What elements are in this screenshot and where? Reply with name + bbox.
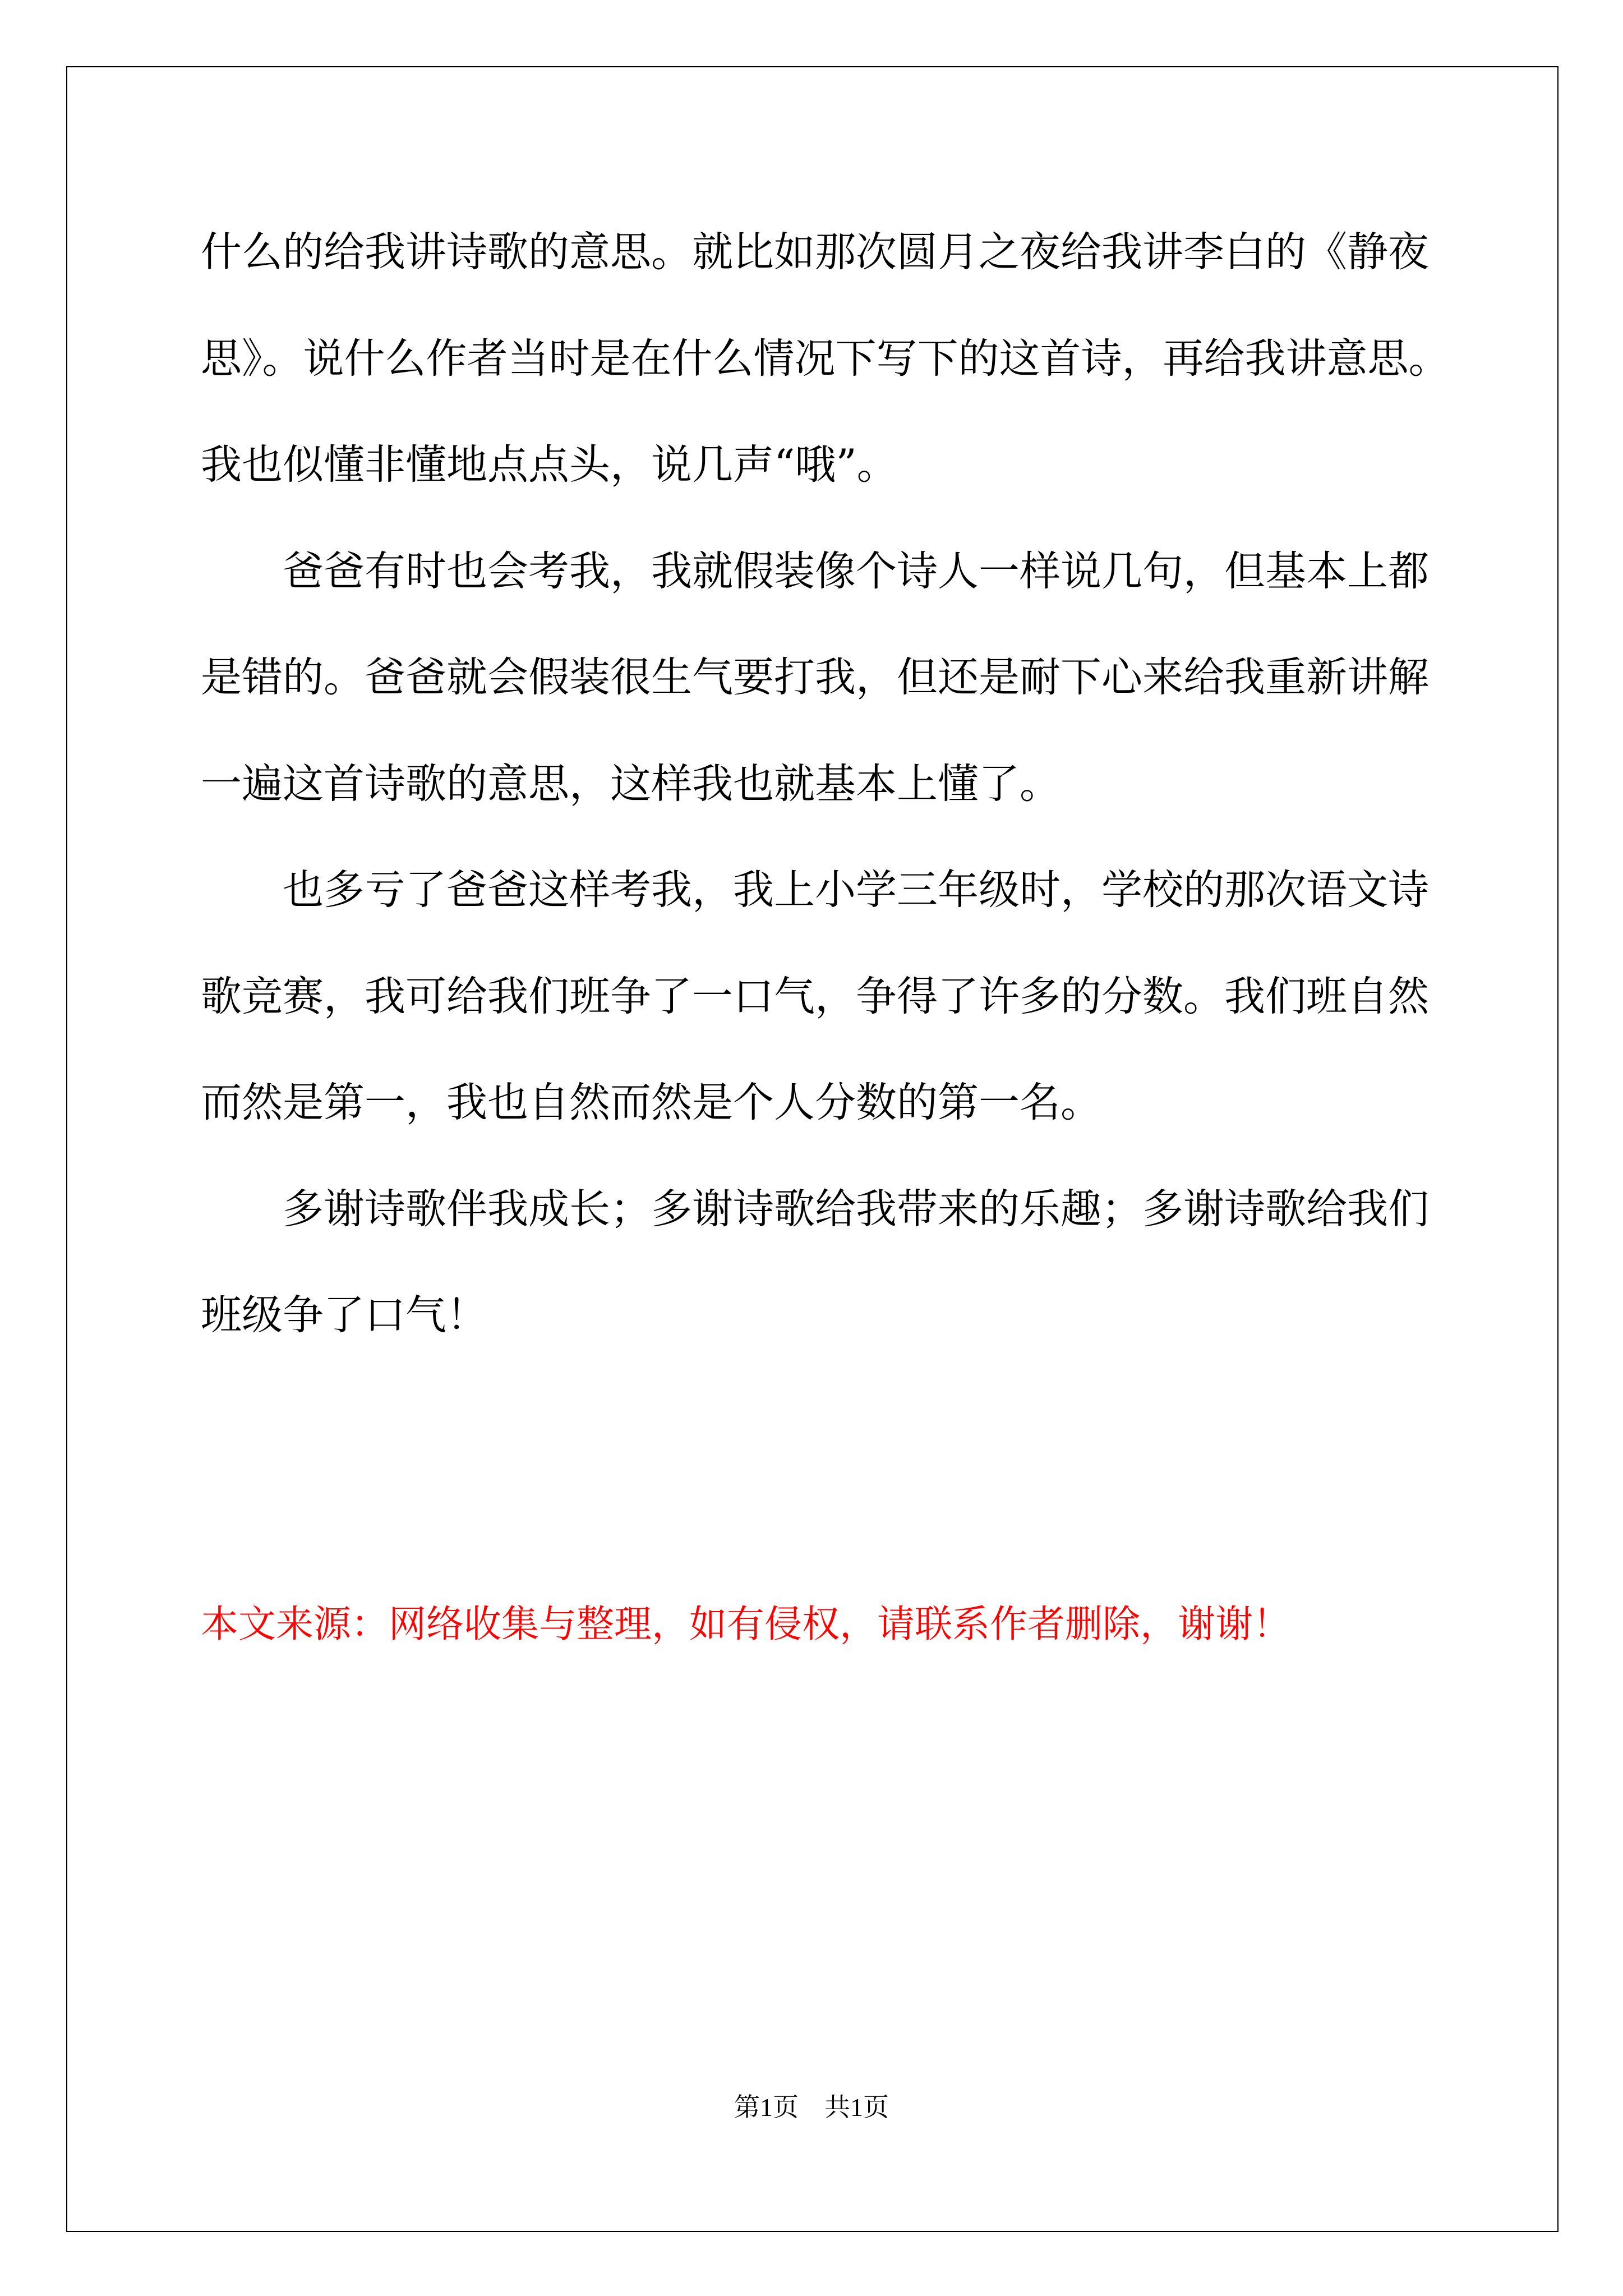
- paragraph-line: 歌竞赛，我可给我们班争了一口气，争得了许多的分数。我们班自然: [201, 972, 1429, 1020]
- source-note: 本文来源：网络收集与整理，如有侵权，请联系作者删除，谢谢！: [201, 1602, 1290, 1646]
- paragraph-line: 而然是第一，我也自然而然是个人分数的第一名。: [201, 1079, 1101, 1126]
- page-number-total: 共1页: [824, 2093, 889, 2122]
- paragraph-line: 思》。说什么作者当时是在什么情况下写下的这首诗，再给我讲意思。: [201, 334, 1450, 383]
- paragraph: [201, 518, 1547, 838]
- paragraph-line: 也多亏了爸爸这样考我，我上小学三年级时，学校的那次语文诗: [283, 866, 1429, 914]
- page-footer: [0, 2091, 1623, 2124]
- paragraph-line: 我也似懂非懂地点点头，说几声“哦”。: [201, 441, 898, 489]
- paragraph-line: 是错的。爸爸就会假装很生气要打我，但还是耐下心来给我重新讲解: [201, 654, 1429, 701]
- paragraph: [201, 1156, 1547, 1369]
- paragraph-line: 多谢诗歌伴我成长；多谢诗歌给我带来的乐趣；多谢诗歌给我们: [283, 1185, 1429, 1233]
- paragraph: [201, 837, 1547, 1156]
- page-number-current: 第1页: [734, 2093, 799, 2122]
- paragraph-line: 爸爸有时也会考我，我就假装像个诗人一样说几句，但基本上都: [283, 547, 1429, 595]
- paragraph: [201, 199, 1547, 518]
- paragraph-line: 班级争了口气！: [201, 1291, 487, 1339]
- body-text: [201, 199, 1547, 1369]
- paragraph-line: 一遍这首诗歌的意思，这样我也就基本上懂了。: [201, 760, 1061, 808]
- paragraph-line: 什么的给我讲诗歌的意思。就比如那次圆月之夜给我讲李白的《静夜: [201, 228, 1429, 276]
